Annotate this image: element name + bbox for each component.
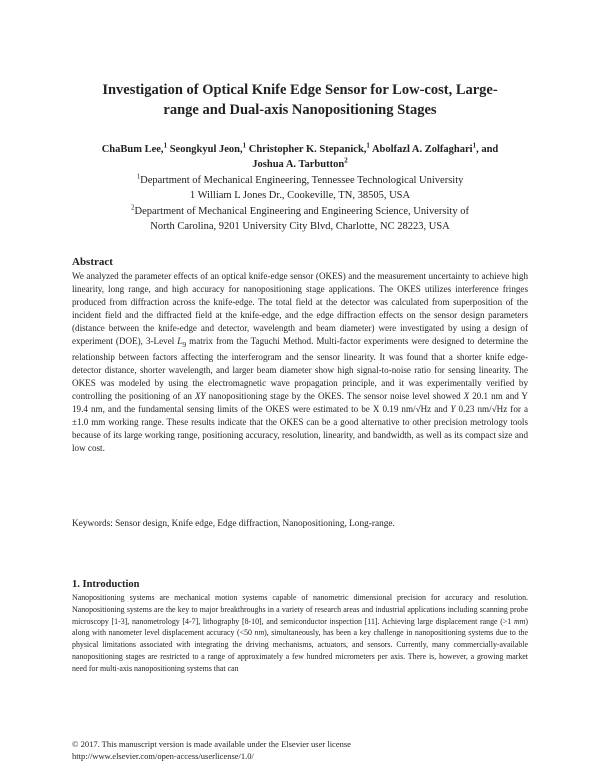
paper-title — [80, 80, 520, 120]
license-footer — [72, 738, 528, 762]
title-line-1: Investigation of Optical Knife Edge Sensor for Low-cost, Large- — [102, 82, 498, 98]
affiliation-1-line-2: 1 William L Jones Dr., Cookeville, TN, 38505, USA — [189, 190, 411, 201]
abstract-heading: Abstract — [72, 256, 113, 268]
abstract-text: 0.23 nm/√Hz for a ±1.0 mm working range. These results indicate that the OKES can be a good alternative to other precision metrology tools because of its large working range, positioning accuracy, resolution, linearity, and bandwidth, as well as its compact size and low cost. — [72, 403, 528, 453]
author-name: Seongkyul Jeon, — [169, 144, 243, 155]
license-url[interactable]: http://www.elsevier.com/open-access/userlicense/1.0/ — [72, 751, 254, 761]
author-affiliation-marker: 1 — [163, 141, 168, 150]
author-name: Joshua A. Tarbutton — [252, 159, 345, 170]
title-line-2: range and Dual-axis Nanopositioning Stages — [163, 102, 437, 118]
author-list — [60, 142, 540, 172]
abstract-body — [72, 270, 528, 455]
intro-text: Nanopositioning systems are mechanical motion systems capable of nanometric dimensional precision for accuracy and resolution. Nanopositioning systems are the key to major breakthroughs in a variety of research areas and industrial applications including scanning probe microscopy [1-3], nanometrology [4-7], lithography [8-10], and semiconductor inspection [11]. Achieving large displacement range (>1 — [72, 593, 528, 626]
abstract-symbol: X — [463, 390, 470, 401]
affiliation-1-line-1: Department of Mechanical Engineering, Tennessee Technological University — [140, 175, 464, 186]
author-line-1 — [60, 142, 540, 157]
affiliation-marker: 1 — [136, 172, 141, 181]
author-affiliation-marker: 1 — [472, 141, 477, 150]
introduction-body — [72, 592, 528, 675]
affiliation-2-line-2: North Carolina, 9201 University City Blvd, Charlotte, NC 28223, USA — [150, 221, 450, 232]
author-conjunction: , and — [476, 144, 499, 155]
affiliation-2-line-1: Department of Mechanical Engineering and Engineering Science, University of — [134, 206, 469, 217]
affiliation-marker: 2 — [131, 203, 135, 212]
author-line-2 — [60, 157, 540, 172]
intro-text: ) along with nanometer level displacement accuracy (<50 — [72, 616, 528, 638]
abstract-symbol: L — [177, 335, 183, 346]
abstract-text: matrix from the Taguchi Method. Multi-factor experiments were designed to determine the relationship between factors affecting the interferogram and the sensor linearity. It was found that a shorter knife edge-detector distance, shorter wavelength, and larger beam diameter show high signal-to-noise ratio for sensing linearity. The OKES was modeled by using the electromagnetic wave propagation principle, and it was experimentally verified by controlling the positioning of an — [72, 335, 528, 401]
keywords: Keywords: Sensor design, Knife edge, Edge diffraction, Nanopositioning, Long-range. — [72, 519, 395, 529]
author-name: Christopher K. Stepanick, — [248, 144, 367, 155]
abstract-text: nanopositioning stage by the OKES. The sensor noise level showed — [205, 390, 464, 401]
abstract-symbol: Y — [450, 403, 456, 414]
license-notice: © 2017. This manuscript version is made available under the Elsevier user license — [72, 739, 351, 749]
author-name: Abolfazl A. Zolfaghari — [371, 144, 473, 155]
abstract-text: We analyzed the parameter effects of an optical knife-edge sensor (OKES) and the measurement uncertainty to achieve high linearity, long range, and high accuracy for nanopositioning stage applications. The OKES utilizes interference fringes produced from diffraction across the knife-edge. The total field at the detector was calculated from superposition of the incident field and the diffracted field at the knife-edge, and the edge diffraction effects on the sensor design parameters (distance between the knife-edge and detector, wavelength and beam diameter) were investigated by using a design of experiment (DOE), 3-Level — [72, 271, 528, 346]
intro-unit: mm — [513, 616, 526, 626]
author-affiliation-marker: 2 — [344, 156, 348, 165]
intro-unit: nm — [254, 628, 265, 638]
introduction-heading: 1. Introduction — [72, 579, 140, 590]
author-name: ChaBum Lee, — [101, 144, 164, 155]
abstract-text: 20.1 nm and Y 19.4 nm, and the fundamental sensing limits of the OKES were estimated to be X 0.19 nm/√Hz and — [72, 390, 528, 414]
author-affiliation-marker: 1 — [366, 141, 370, 150]
abstract-subscript: 9 — [182, 339, 187, 349]
author-affiliation-marker: 1 — [242, 141, 247, 150]
affiliation-2 — [60, 204, 540, 234]
abstract-symbol: XY — [194, 390, 206, 401]
intro-text: ), simultaneously, has been a key challenge in nanopositioning systems due to the physical limitations associated with integrating the driving mechanisms, actuators, and sensors. Currently, many commercially-available nanopositioning stages are restricted to a range of approximately a few hundred micrometers per axis. There is, however, a growing market need for multi-axis nanopositioning systems that can — [72, 628, 528, 673]
affiliation-1 — [60, 173, 540, 203]
